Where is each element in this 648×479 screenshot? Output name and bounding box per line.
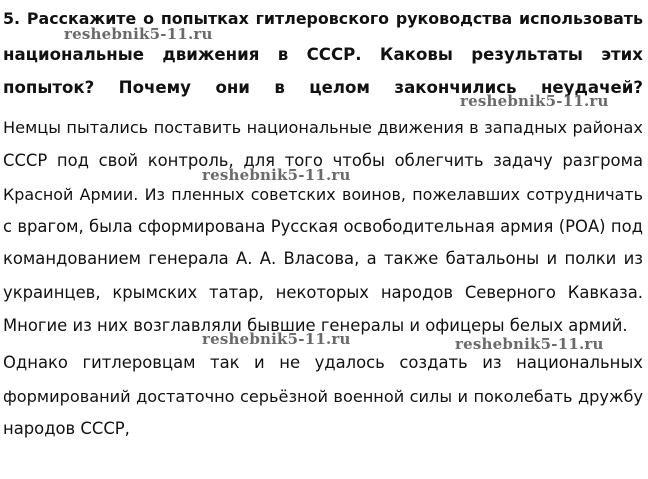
watermark: reshebnik5-11.ru bbox=[202, 330, 351, 348]
watermark: reshebnik5-11.ru bbox=[455, 335, 604, 353]
answer-line-10: народов СССР, bbox=[3, 419, 130, 438]
watermark: reshebnik5-11.ru bbox=[460, 92, 609, 110]
answer-line-8: Однако гитлеровцам так и не удалось создать из национальных bbox=[3, 353, 643, 372]
answer-line-1: Немцы пытались поставить национальные движения в западных районах bbox=[3, 118, 643, 137]
question-line-1: 5. Расскажите о попытках гитлеровского руководства использовать bbox=[3, 9, 643, 28]
answer-line-6: украинцев, крымских татар, некоторых народов Северного Кавказа. bbox=[3, 283, 643, 302]
question-line-2: национальные движения в СССР. Каковы результаты этих bbox=[3, 45, 643, 64]
question-line-3: попыток? Почему они в целом закончились неудачей? bbox=[3, 78, 643, 97]
answer-line-3: Красной Армии. Из пленных советских воинов, пожелавших сотрудничать bbox=[3, 185, 643, 204]
answer-line-9: формирований достаточно серьёзной военной силы и поколебать дружбу bbox=[3, 387, 643, 406]
answer-line-2: СССР под свой контроль, для того чтобы облегчить задачу разгрома bbox=[3, 151, 643, 170]
watermark: reshebnik5-11.ru bbox=[202, 166, 351, 184]
answer-line-5: командованием генерала А. А. Власова, а также батальоны и полки из bbox=[3, 249, 643, 268]
answer-line-7: Многие из них возглавляли бывшие генералы и офицеры белых армий. bbox=[3, 316, 628, 335]
watermark: reshebnik5-11.ru bbox=[64, 25, 213, 43]
answer-line-4: с врагом, была сформирована Русская освободительная армия (РОА) под bbox=[3, 217, 643, 236]
